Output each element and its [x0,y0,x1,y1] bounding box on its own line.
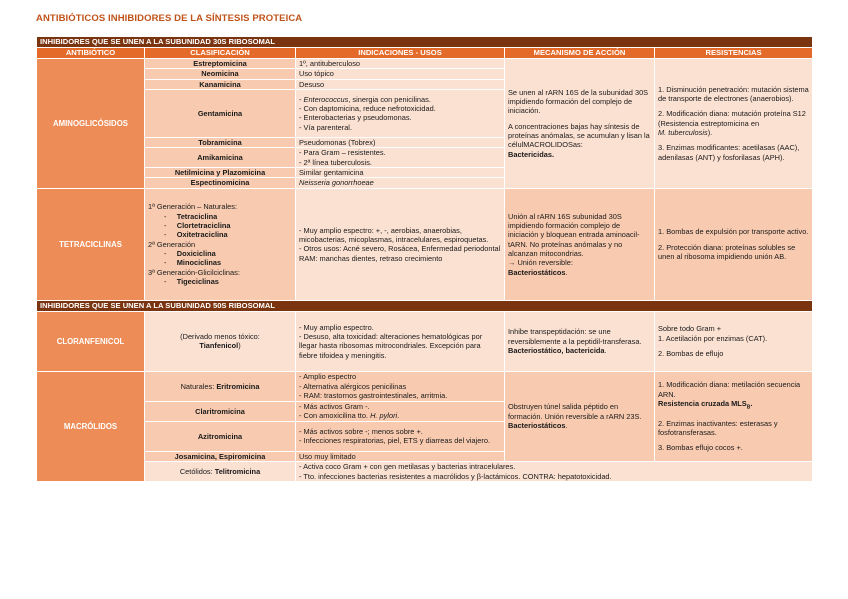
drug-indication: Similar gentamicina [296,168,505,178]
drug-name: Netilmicina y Plazomicina [145,168,296,178]
drug-name: Naturales: Eritromicina [145,371,296,401]
table-row [37,311,813,371]
col-header-mecanismo: MECANISMO DE ACCIÓN [505,48,655,59]
drug-name: Josamicina, Espiromicina [145,451,296,461]
section-30s-header: INHIBIDORES QUE SE UNEN A LA SUBUNIDAD 30S RIBOSOMAL [37,37,813,48]
drug-indication: - Para Gram – resistentes. - 2ª línea tuberculosis. [296,148,505,168]
indication-tetraciclinas: - Muy amplio espectro: +, -, aerobias, anaerobias, micobacterias, micoplasmas, intracelulares, espiroquetas. - Otros usos: Acné severo, Rosácea, Enfermedad periodontal RAM: manchas dientes, retraso crecimiento [296,188,505,300]
table-row [37,59,813,69]
drug-indication: Uso tópico [296,69,505,79]
col-header-resistencias: RESISTENCIAS [655,48,813,59]
section-50s-header: INHIBIDORES QUE SE UNEN A LA SUBUNIDAD 50S RIBOSOMAL [37,300,813,311]
mechanism-cloranfenicol: Inhibe transpeptidación: se une reversiblemente a la peptidil-transferasa. Bacteriostático, bactericida. [505,311,655,371]
drug-indication: 1º, antituberculoso [296,59,505,69]
table-row [37,371,813,401]
resistance-cloranfenicol: Sobre todo Gram + 1. Acetilación por enzimas (CAT). 2. Bombas de eflujo [655,311,813,371]
antibiotics-table [36,36,813,482]
document-title: ANTIBIÓTICOS INHIBIDORES DE LA SÍNTESIS PROTEICA [36,13,303,24]
resistance-macrolidos: 1. Modificación diana: metilación secuencia ARN. Resistencia cruzada $MLS_B$. 2. Enzimas inactivantes: esterasas y fosfotransferasas. 3. Bombas eflujo cocos +. [655,371,813,461]
mechanism-macrolidos: Obstruyen túnel salida péptido en formación. Unión reversible a rARN 23S. Bacteriostáticos. [505,371,655,461]
drug-name: Claritromicina [145,401,296,421]
drug-name: Gentamicina [145,89,296,137]
drug-indication: Desuso [296,79,505,89]
group-macrolidos: MACRÓLIDOS [37,371,145,481]
classification-tetraciclinas: 1ª Generación – Naturales: - Tetraciclina - Clortetraciclina - Oxitetraciclina 2ª Generación - Doxiciclina - Minociclinas 3ª Generación-Glicilciclinas: - Tigeciclinas [145,188,296,300]
drug-indication: - Enterococcus, sinergia con penicilinas. - Con daptomicina, reduce nefrotoxicidad. - Enterobacterias y pseudomonas. - Vía parenteral. [296,89,505,137]
drug-indication: Uso muy limitado [296,451,505,461]
indication-cloranfenicol: - Muy amplio espectro. - Desuso, alta toxicidad: alteraciones hematológicas por llegar hasta ribosomas mitrocondriales. Excepción para fiebre tifoidea y meningitis. [296,311,505,371]
drug-name: Estreptomicina [145,59,296,69]
col-header-clasificacion: CLASIFICACIÓN [145,48,296,59]
drug-indication: - Más activos Gram -. - Con amoxicilina tto. H. pylori. [296,401,505,421]
drug-name: Amikamicina [145,148,296,168]
drug-indication: Pseudomonas (Tobrex) [296,137,505,147]
drug-name: Cetólidos: Telitromicina [145,462,296,482]
drug-indication: - Activa coco Gram + con gen metilasas y bacterias intracelulares. - Tto. infecciones bacterias resistentes a macrólidos y β-lactámicos. CONTRA: hepatotoxicidad. [296,462,813,482]
drug-name: Kanamicina [145,79,296,89]
group-cloranfenicol: CLORANFENICOL [37,311,145,371]
table-row [37,188,813,300]
drug-indication: - Amplio espectro - Alternativa alérgicos penicilinas - RAM: trastornos gastrointestinales, arritmia. [296,371,505,401]
drug-name: Tobramicina [145,137,296,147]
drug-indication: Neisseria gonorrhoeae [296,178,505,188]
drug-name: Azitromicina [145,421,296,451]
classification-cloranfenicol: (Derivado menos tóxico: Tianfenicol) [145,311,296,371]
col-header-antibiotico: ANTIBIÓTICO [37,48,145,59]
col-header-indicaciones: INDICACIONES - USOS [296,48,505,59]
drug-name: Espectinomicina [145,178,296,188]
drug-name: Neomicina [145,69,296,79]
mechanism-tetraciclinas: Unión al rARN 16S subunidad 30S impidiendo formación complejo de iniciación y bloquean entrada aminoacil-tARN. No proteínas anómalas y no alcanzan mitocondrias. → Unión reversible: Bacteriostáticos. [505,188,655,300]
group-tetraciclinas: TETRACICLINAS [37,188,145,300]
resistance-tetraciclinas: 1. Bombas de expulsión por transporte activo. 2. Protección diana: proteínas solubles se unen al ribosoma impidiendo unión AB. [655,188,813,300]
resistance-aminoglicosidos: 1. Disminución penetración: mutación sistema de transporte de electrones (anaerobios). 2. Modificación diana: mutación proteína S12 (Resistencia estreptomicina en M. tuberculosis). 3. Enzimas modificantes: acetilasas (AAC), adenilasas (ANT) y fosforilasas (APH). [655,59,813,189]
table-row [37,462,813,482]
group-aminoglicosidos: AMINOGLICÓSIDOS [37,59,145,189]
drug-indication: - Más activos sobre -; menos sobre +. - Infecciones respiratorias, piel, ETS y diarreas del viajero. [296,421,505,451]
mechanism-aminoglicosidos: Se unen al rARN 16S de la subunidad 30S impidiendo formación del complejo de iniciación. A concentraciones bajas hay síntesis de proteínas anómalas, se acumulan y lisan la célulMACROLIDOSas: Bactericidas. [505,59,655,189]
